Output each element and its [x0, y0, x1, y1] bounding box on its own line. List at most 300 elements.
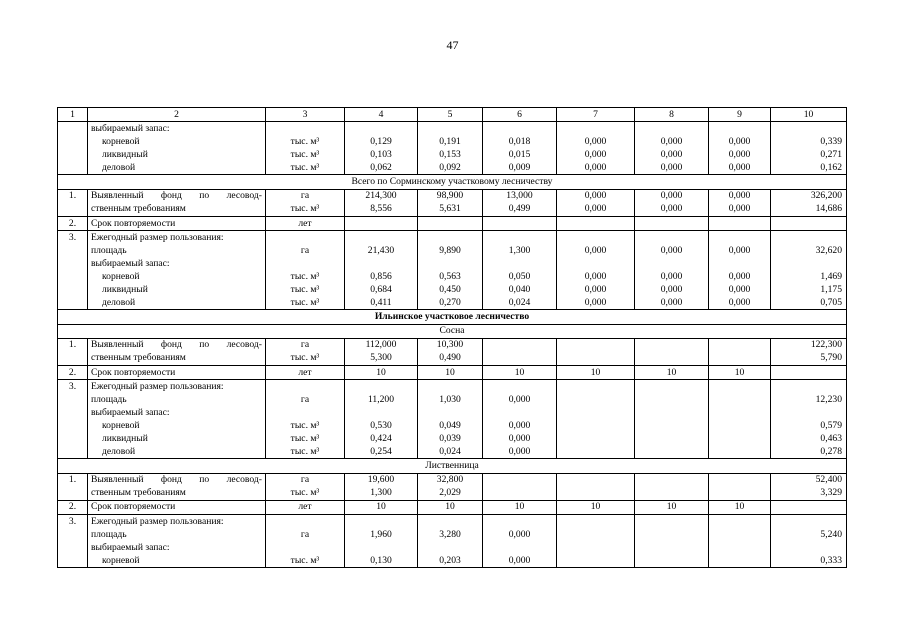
table-row — [58, 216, 847, 230]
value-cell — [483, 230, 557, 244]
value-cell — [709, 338, 771, 352]
table-row — [58, 473, 847, 487]
value-cell: 0,000 — [483, 554, 557, 568]
value-cell — [557, 352, 635, 366]
value-cell: 0,856 — [345, 270, 418, 283]
table-row — [58, 230, 847, 244]
row-label: ственным требованиям — [88, 203, 266, 217]
value-cell: 1,469 — [771, 270, 847, 283]
table-row — [58, 352, 847, 366]
value-cell: 10 — [709, 500, 771, 514]
value-cell: 0,162 — [771, 161, 847, 175]
row-label: выбираемый запас: — [88, 122, 266, 136]
value-cell — [557, 338, 635, 352]
column-number-4: 4 — [345, 108, 418, 122]
column-number-8: 8 — [635, 108, 709, 122]
value-cell — [418, 379, 483, 393]
value-cell: 5,300 — [345, 352, 418, 366]
table-row — [58, 203, 847, 217]
row-unit: га — [266, 393, 345, 406]
value-cell — [557, 432, 635, 445]
value-cell: 0,000 — [557, 189, 635, 203]
value-cell — [483, 514, 557, 528]
value-cell: 0,018 — [483, 135, 557, 148]
row-number — [58, 148, 88, 161]
value-cell: 10 — [345, 365, 418, 379]
table-row — [58, 161, 847, 175]
value-cell: 0,153 — [418, 148, 483, 161]
value-cell — [709, 379, 771, 393]
row-unit: тыс. м³ — [266, 283, 345, 296]
value-cell: 1,030 — [418, 393, 483, 406]
row-number: 2. — [58, 365, 88, 379]
value-cell — [771, 230, 847, 244]
value-cell — [771, 514, 847, 528]
value-cell: 0,000 — [709, 283, 771, 296]
section-heading: Лиственница — [58, 459, 847, 473]
value-cell — [418, 514, 483, 528]
row-unit — [266, 230, 345, 244]
value-cell: 0,000 — [483, 432, 557, 445]
value-cell — [771, 379, 847, 393]
value-cell — [557, 473, 635, 487]
value-cell: 0,000 — [557, 148, 635, 161]
table-row — [58, 365, 847, 379]
table-row — [58, 135, 847, 148]
value-cell: 0,191 — [418, 135, 483, 148]
value-cell: 0,092 — [418, 161, 483, 175]
value-cell: 0,103 — [345, 148, 418, 161]
row-unit: тыс. м³ — [266, 161, 345, 175]
row-label: Срок повторяемости — [88, 365, 266, 379]
row-number — [58, 270, 88, 283]
row-unit: лет — [266, 365, 345, 379]
value-cell: 10 — [709, 365, 771, 379]
row-unit: тыс. м³ — [266, 296, 345, 310]
value-cell — [418, 541, 483, 554]
row-label: Ежегодный размер пользования: — [88, 514, 266, 528]
row-unit: лет — [266, 216, 345, 230]
value-cell — [557, 541, 635, 554]
table-body — [58, 108, 847, 568]
row-label: ликвидный — [88, 148, 266, 161]
value-cell: 0,024 — [418, 445, 483, 459]
value-cell: 0,000 — [635, 161, 709, 175]
row-unit: тыс. м³ — [266, 135, 345, 148]
row-number — [58, 541, 88, 554]
value-cell: 0,000 — [557, 296, 635, 310]
table-row — [58, 554, 847, 568]
row-unit: тыс. м³ — [266, 445, 345, 459]
table-row — [58, 487, 847, 501]
value-cell: 0,062 — [345, 161, 418, 175]
row-label: Выявленный фонд по лесовод- — [88, 473, 266, 487]
value-cell: 0,000 — [635, 244, 709, 257]
row-label: корневой — [88, 419, 266, 432]
value-cell — [635, 419, 709, 432]
value-cell: 10 — [557, 365, 635, 379]
value-cell: 1,960 — [345, 528, 418, 541]
row-label: Выявленный фонд по лесовод- — [88, 338, 266, 352]
value-cell: 5,790 — [771, 352, 847, 366]
value-cell — [418, 257, 483, 270]
column-number-1: 1 — [58, 108, 88, 122]
value-cell — [709, 122, 771, 136]
value-cell: 0,130 — [345, 554, 418, 568]
table-row — [58, 432, 847, 445]
value-cell — [709, 487, 771, 501]
row-number — [58, 122, 88, 136]
value-cell: 1,300 — [345, 487, 418, 501]
value-cell — [557, 406, 635, 419]
row-unit — [266, 257, 345, 270]
row-unit: га — [266, 528, 345, 541]
value-cell — [557, 419, 635, 432]
value-cell: 0,000 — [635, 189, 709, 203]
row-unit: тыс. м³ — [266, 432, 345, 445]
value-cell: 0,000 — [557, 203, 635, 217]
row-label: площадь — [88, 393, 266, 406]
value-cell — [345, 406, 418, 419]
value-cell — [635, 122, 709, 136]
table-row — [58, 122, 847, 136]
value-cell: 326,200 — [771, 189, 847, 203]
value-cell — [635, 338, 709, 352]
table-row — [58, 283, 847, 296]
value-cell: 10 — [635, 365, 709, 379]
value-cell — [557, 445, 635, 459]
value-cell: 10,300 — [418, 338, 483, 352]
value-cell: 0,049 — [418, 419, 483, 432]
row-label: ственным требованиям — [88, 352, 266, 366]
value-cell: 0,000 — [483, 393, 557, 406]
value-cell — [418, 230, 483, 244]
table-row — [58, 528, 847, 541]
table-row — [58, 379, 847, 393]
column-number-2: 2 — [88, 108, 266, 122]
value-cell — [709, 257, 771, 270]
column-number-9: 9 — [709, 108, 771, 122]
section-heading: Сосна — [58, 324, 847, 338]
value-cell — [635, 541, 709, 554]
value-cell — [635, 554, 709, 568]
value-cell — [483, 352, 557, 366]
page-number: 47 — [446, 38, 459, 52]
value-cell: 12,230 — [771, 393, 847, 406]
value-cell: 52,400 — [771, 473, 847, 487]
row-unit: тыс. м³ — [266, 487, 345, 501]
table-row — [58, 270, 847, 283]
value-cell: 8,556 — [345, 203, 418, 217]
value-cell: 0,000 — [483, 445, 557, 459]
value-cell — [709, 528, 771, 541]
value-cell — [557, 514, 635, 528]
value-cell — [709, 406, 771, 419]
column-number-7: 7 — [557, 108, 635, 122]
section-heading-row — [58, 459, 847, 473]
section-heading-row — [58, 175, 847, 189]
row-label: ликвидный — [88, 283, 266, 296]
row-unit: га — [266, 338, 345, 352]
value-cell: 10 — [557, 500, 635, 514]
row-number — [58, 244, 88, 257]
section-heading-row — [58, 324, 847, 338]
value-cell: 19,600 — [345, 473, 418, 487]
row-label: ликвидный — [88, 432, 266, 445]
table-row — [58, 338, 847, 352]
value-cell — [635, 445, 709, 459]
row-unit: тыс. м³ — [266, 203, 345, 217]
value-cell: 2,029 — [418, 487, 483, 501]
value-cell — [771, 541, 847, 554]
value-cell: 0,000 — [709, 161, 771, 175]
row-label: корневой — [88, 270, 266, 283]
value-cell — [418, 122, 483, 136]
value-cell — [483, 338, 557, 352]
column-number-row — [58, 108, 847, 122]
value-cell: 0,684 — [345, 283, 418, 296]
forest-fund-table — [57, 107, 847, 568]
row-unit: тыс. м³ — [266, 554, 345, 568]
row-label: выбираемый запас: — [88, 541, 266, 554]
column-number-10: 10 — [771, 108, 847, 122]
row-number: 2. — [58, 216, 88, 230]
row-number — [58, 135, 88, 148]
row-unit — [266, 514, 345, 528]
value-cell: 0,050 — [483, 270, 557, 283]
row-number: 1. — [58, 473, 88, 487]
row-unit: га — [266, 473, 345, 487]
value-cell: 0,339 — [771, 135, 847, 148]
table-row — [58, 419, 847, 432]
row-unit — [266, 406, 345, 419]
value-cell: 10 — [635, 500, 709, 514]
value-cell: 5,240 — [771, 528, 847, 541]
row-label: выбираемый запас: — [88, 406, 266, 419]
row-unit — [266, 122, 345, 136]
value-cell: 1,300 — [483, 244, 557, 257]
row-number — [58, 352, 88, 366]
value-cell — [345, 257, 418, 270]
value-cell: 10 — [418, 500, 483, 514]
row-number: 3. — [58, 379, 88, 393]
value-cell — [635, 352, 709, 366]
value-cell: 10 — [418, 365, 483, 379]
value-cell — [771, 406, 847, 419]
value-cell: 0,705 — [771, 296, 847, 310]
row-label: Ежегодный размер пользования: — [88, 230, 266, 244]
value-cell — [635, 406, 709, 419]
value-cell: 0,000 — [635, 148, 709, 161]
value-cell: 0,203 — [418, 554, 483, 568]
value-cell — [635, 230, 709, 244]
row-number — [58, 161, 88, 175]
value-cell: 0,333 — [771, 554, 847, 568]
value-cell: 0,271 — [771, 148, 847, 161]
value-cell: 0,000 — [709, 270, 771, 283]
value-cell: 0,000 — [709, 189, 771, 203]
value-cell: 0,000 — [635, 135, 709, 148]
value-cell: 214,300 — [345, 189, 418, 203]
value-cell: 0,000 — [635, 296, 709, 310]
value-cell — [771, 500, 847, 514]
value-cell: 0,000 — [709, 203, 771, 217]
value-cell — [771, 122, 847, 136]
value-cell: 14,686 — [771, 203, 847, 217]
value-cell — [483, 541, 557, 554]
value-cell: 10 — [345, 500, 418, 514]
value-cell — [483, 257, 557, 270]
value-cell — [709, 541, 771, 554]
value-cell: 0,499 — [483, 203, 557, 217]
value-cell — [557, 487, 635, 501]
value-cell — [709, 514, 771, 528]
value-cell: 13,000 — [483, 189, 557, 203]
row-label: деловой — [88, 445, 266, 459]
value-cell — [557, 230, 635, 244]
row-number: 1. — [58, 338, 88, 352]
table-row — [58, 393, 847, 406]
value-cell: 0,009 — [483, 161, 557, 175]
section-heading-row — [58, 310, 847, 324]
value-cell: 0,000 — [635, 270, 709, 283]
table-row — [58, 406, 847, 419]
table-row — [58, 541, 847, 554]
row-number — [58, 432, 88, 445]
row-number: 3. — [58, 230, 88, 244]
value-cell: 0,000 — [635, 283, 709, 296]
value-cell — [483, 122, 557, 136]
value-cell: 0,530 — [345, 419, 418, 432]
value-cell — [483, 406, 557, 419]
value-cell: 0,490 — [418, 352, 483, 366]
row-unit: тыс. м³ — [266, 270, 345, 283]
column-number-6: 6 — [483, 108, 557, 122]
row-number — [58, 487, 88, 501]
value-cell: 0,000 — [483, 419, 557, 432]
row-number — [58, 406, 88, 419]
table-row — [58, 500, 847, 514]
row-number — [58, 203, 88, 217]
value-cell — [635, 379, 709, 393]
row-label: корневой — [88, 554, 266, 568]
value-cell — [418, 406, 483, 419]
row-number — [58, 283, 88, 296]
value-cell — [483, 473, 557, 487]
value-cell — [771, 257, 847, 270]
row-label: деловой — [88, 161, 266, 175]
value-cell: 0,000 — [709, 135, 771, 148]
table-row — [58, 514, 847, 528]
table-row — [58, 189, 847, 203]
row-unit: га — [266, 189, 345, 203]
value-cell: 0,563 — [418, 270, 483, 283]
row-label: площадь — [88, 528, 266, 541]
row-label: корневой — [88, 135, 266, 148]
value-cell — [635, 473, 709, 487]
value-cell — [483, 487, 557, 501]
value-cell: 32,800 — [418, 473, 483, 487]
row-number: 2. — [58, 500, 88, 514]
value-cell — [709, 230, 771, 244]
value-cell: 0,129 — [345, 135, 418, 148]
row-unit: га — [266, 244, 345, 257]
value-cell — [635, 528, 709, 541]
row-number — [58, 445, 88, 459]
value-cell — [709, 432, 771, 445]
value-cell: 0,579 — [771, 419, 847, 432]
value-cell: 0,278 — [771, 445, 847, 459]
value-cell — [635, 393, 709, 406]
value-cell — [709, 445, 771, 459]
row-number — [58, 393, 88, 406]
row-label: Выявленный фонд по лесовод- — [88, 189, 266, 203]
value-cell: 11,200 — [345, 393, 418, 406]
value-cell: 21,430 — [345, 244, 418, 257]
table-row — [58, 445, 847, 459]
value-cell — [345, 514, 418, 528]
value-cell — [557, 393, 635, 406]
row-label: Ежегодный размер пользования: — [88, 379, 266, 393]
value-cell: 0,000 — [557, 135, 635, 148]
value-cell: 0,000 — [709, 244, 771, 257]
row-unit: тыс. м³ — [266, 419, 345, 432]
row-number — [58, 554, 88, 568]
value-cell — [483, 216, 557, 230]
value-cell: 0,000 — [557, 283, 635, 296]
value-cell: 0,024 — [483, 296, 557, 310]
value-cell: 122,300 — [771, 338, 847, 352]
value-cell: 10 — [483, 500, 557, 514]
table-row — [58, 244, 847, 257]
section-heading: Ильинское участковое лесничество — [58, 310, 847, 324]
value-cell: 0,040 — [483, 283, 557, 296]
value-cell — [709, 216, 771, 230]
value-cell — [557, 379, 635, 393]
row-unit — [266, 541, 345, 554]
value-cell: 9,890 — [418, 244, 483, 257]
value-cell: 0,424 — [345, 432, 418, 445]
value-cell — [345, 122, 418, 136]
value-cell — [635, 216, 709, 230]
row-label: выбираемый запас: — [88, 257, 266, 270]
value-cell: 0,463 — [771, 432, 847, 445]
value-cell — [345, 230, 418, 244]
value-cell: 10 — [483, 365, 557, 379]
value-cell — [709, 554, 771, 568]
row-number — [58, 528, 88, 541]
value-cell: 0,000 — [709, 148, 771, 161]
value-cell: 0,000 — [483, 528, 557, 541]
value-cell: 0,411 — [345, 296, 418, 310]
value-cell: 3,280 — [418, 528, 483, 541]
row-number — [58, 419, 88, 432]
row-number: 3. — [58, 514, 88, 528]
row-number — [58, 257, 88, 270]
value-cell: 3,329 — [771, 487, 847, 501]
value-cell — [771, 216, 847, 230]
table-row — [58, 257, 847, 270]
row-unit: лет — [266, 500, 345, 514]
value-cell — [557, 257, 635, 270]
table-row — [58, 296, 847, 310]
value-cell: 0,015 — [483, 148, 557, 161]
value-cell: 32,620 — [771, 244, 847, 257]
value-cell — [345, 216, 418, 230]
value-cell: 0,000 — [709, 296, 771, 310]
value-cell — [635, 257, 709, 270]
value-cell — [709, 473, 771, 487]
